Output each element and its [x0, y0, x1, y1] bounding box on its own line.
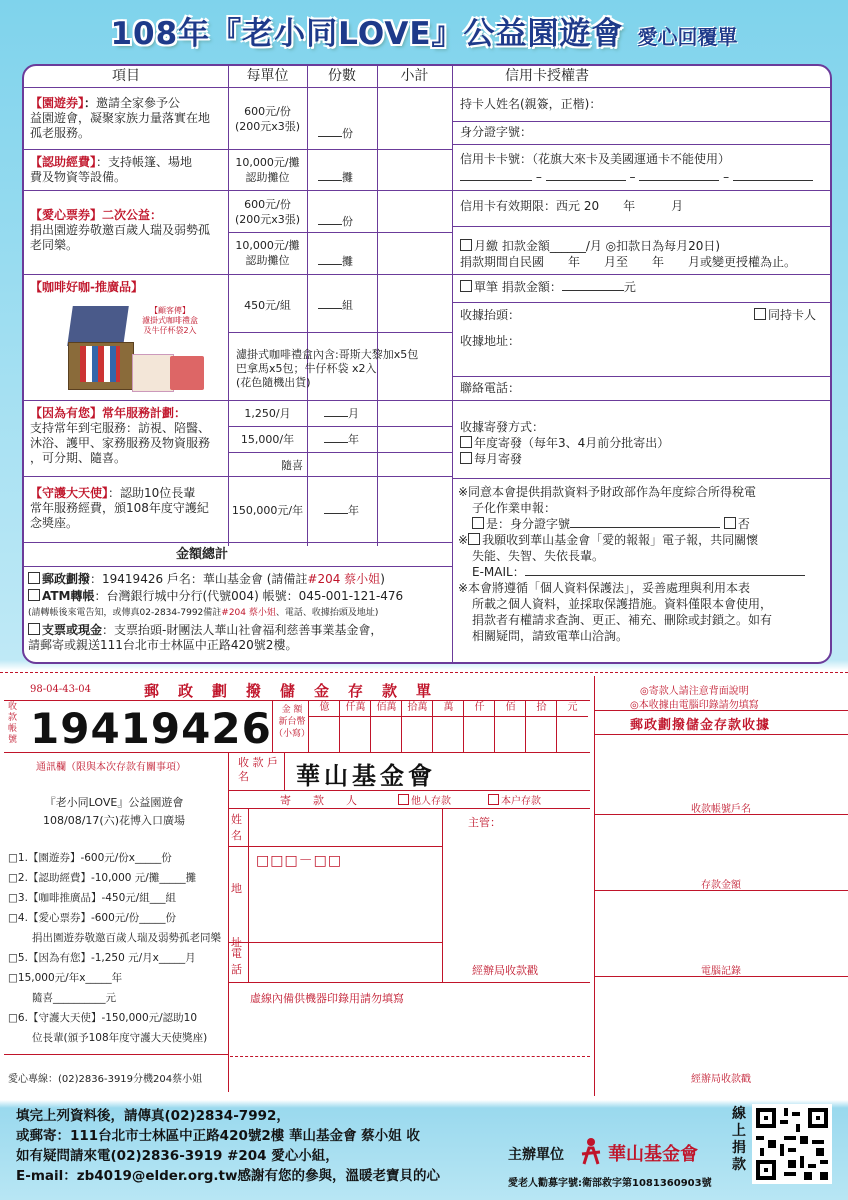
postal-giro-slip — [0, 672, 848, 1100]
receipt-account-label: 收款帳號戶名 — [691, 804, 751, 815]
email-label: E-MAIL： — [472, 565, 525, 579]
single-amount-unit: 元 — [623, 280, 636, 294]
monthly-send-checkbox[interactable] — [460, 452, 472, 464]
love-unit-detail: (200元x3張) — [234, 213, 301, 226]
amount-digit-label: 元 — [557, 700, 588, 717]
monthly-amount-text: 月繳 扣款金額______/月 ◎扣款日為每月20日) — [474, 239, 721, 253]
event-name: 『老小同LOVE』公益園遊會 — [44, 796, 184, 809]
tax-yes-checkbox[interactable] — [472, 517, 484, 529]
privacy-text-4: 相關疑問，請致電華山洽詢。 — [472, 629, 629, 643]
check-text-1: ：支票抬頭-財團法人華山社會福利慈善事業基金會， — [102, 623, 383, 637]
same-holder-label: 同持卡人 — [768, 308, 817, 322]
receipt-send-method — [460, 419, 830, 467]
item-angel-desc2: 常年服務經費，頒108年度守護紀 — [30, 501, 209, 515]
self-deposit-option[interactable] — [488, 792, 541, 807]
email-field[interactable] — [458, 564, 830, 580]
item-because-name: 【因為有您】常年服務計劃： — [30, 406, 187, 420]
event-date-place: 108/08/17(六)花博入口廣場 — [43, 814, 185, 827]
amount-digit-1[interactable] — [339, 700, 371, 752]
because-month-field[interactable] — [324, 406, 380, 421]
item-ticket-desc3: 孤老服務。 — [30, 126, 91, 140]
receipt-title-field[interactable]: 收據抬頭： — [460, 308, 521, 322]
item-angel-desc1: ：認助10位長輩 — [108, 486, 196, 500]
other-deposit-label: 他人存款 — [411, 796, 451, 807]
zip-code-boxes[interactable]: □□□－□□ — [256, 853, 343, 869]
license-number: 愛老人勸募字號:衛部救字第1081360903號 — [508, 1178, 712, 1189]
because-year-field[interactable] — [324, 432, 380, 447]
love-stall-qty-unit: 攤 — [342, 255, 353, 268]
card-number-label: 信用卡卡號：（花旗大來卡及美國運通卡不能使用） — [460, 152, 731, 166]
amount-label-3: （小寫） — [274, 729, 311, 739]
tax-text-2: 子化作業申報： — [472, 501, 557, 515]
item-because-desc1: 支持常年到宅服務：訪視、陪醫、 — [30, 421, 211, 435]
page-title — [0, 8, 848, 52]
other-deposit-option[interactable] — [398, 792, 451, 807]
atm-note — [28, 606, 452, 621]
same-holder-option[interactable] — [754, 308, 830, 323]
news-text-1: 我願收到華山基金會「愛的報報」電子報，共同關懷 — [482, 533, 759, 547]
holder-field[interactable]: 持卡人姓名(親簽，正楷)： — [460, 97, 602, 111]
item-love-desc2: 老同樂。 — [30, 238, 79, 252]
name-label: 姓 名 — [231, 813, 242, 842]
order-list-item: 捐出園遊券敬邀百歲人瑞及弱勢孤老同樂 — [32, 932, 221, 944]
card-number-field[interactable]: – – – — [460, 170, 820, 185]
item-ticket — [30, 96, 226, 141]
header-item: 項目 — [112, 68, 140, 84]
check-text-2: 請郵寄或親送111台北市士林區中正路420號2樓。 — [28, 638, 298, 652]
news-text-2: 失能、失智、失依長輩。 — [472, 549, 605, 563]
coffee-box-label-1: 【顧客傳】 — [150, 306, 190, 315]
total-label: 金額總計 — [175, 547, 228, 562]
because-month-unit: 月 — [348, 407, 359, 420]
newsletter-checkbox[interactable] — [468, 533, 480, 545]
right-note-1: ◎寄款人請注意背面說明 — [640, 686, 749, 697]
organizer-name: 華山基金會 — [608, 1144, 698, 1165]
because-year-unit: 年 — [348, 433, 359, 446]
item-coffee-name: 【咖啡好咖-推廣品】 — [30, 280, 143, 294]
header-unit: 每單位 — [246, 68, 289, 84]
tax-choice[interactable] — [458, 516, 830, 532]
payee-label: 收 款 戶 名 — [238, 756, 278, 783]
hotline: 愛心專線：(02)2836-3919分機204蔡小姐 — [8, 1074, 203, 1085]
coffee-product-image — [66, 302, 206, 396]
love-unit-price: 600元/份 — [244, 198, 291, 211]
amount-digit-label: 仟萬 — [340, 700, 371, 717]
item-sponsor-desc2: 費及物資等設備。 — [30, 170, 127, 184]
monthly-period-text: 捐款期間自民國 年 月至 年 月或變更授權為止。 — [460, 255, 797, 269]
receipt-stamp-label: 經辦局收款戳 — [691, 1074, 751, 1085]
amount-digit-label: 萬 — [433, 700, 464, 717]
coffee-box-label-2: 濾掛式咖啡禮盒 — [142, 316, 198, 325]
newsletter-option[interactable] — [458, 532, 830, 548]
header-qty: 份數 — [328, 68, 356, 84]
yearly-checkbox[interactable] — [460, 436, 472, 448]
order-list — [8, 848, 226, 1048]
item-angel-desc3: 念獎座。 — [30, 516, 79, 530]
footer-line-2: 或郵寄：111台北市士林區中正路420號2樓 華山基金會 蔡小姐 收 — [16, 1128, 420, 1144]
ticket-unit-price: 600元/份 — [244, 105, 291, 118]
online-donate-label: 線上捐款 — [732, 1106, 746, 1173]
coffee-note-2: 巴拿馬x5包；牛仔杯袋 x2入 — [236, 362, 377, 375]
item-love — [30, 208, 226, 253]
ticket-qty-field[interactable] — [318, 126, 378, 141]
address-label: 地 址 — [231, 882, 242, 949]
item-because — [30, 406, 226, 466]
coffee-qty-unit: 組 — [342, 299, 353, 312]
item-angel-name: 【守護大天使】 — [30, 486, 109, 500]
atm-text: ：台灣銀行城中分行(代號004) 帳號：045-001-121-476 — [94, 589, 404, 603]
send-yearly-option[interactable] — [460, 435, 830, 451]
item-love-desc1: 捐出園遊券敬邀百歲人瑞及弱勢孤 — [30, 223, 211, 237]
amount-digit-0[interactable] — [308, 700, 340, 752]
monthly-send-label: 每月寄發 — [474, 452, 523, 466]
item-ticket-desc2: 益園遊會，凝聚家族力量落實在地 — [30, 111, 211, 125]
supervisor-label: 主管： — [468, 816, 501, 829]
event-info — [0, 794, 228, 830]
yearly-label: 年度寄發（每年3、4月前分批寄出） — [474, 436, 670, 450]
amount-digit-4[interactable] — [432, 700, 464, 752]
angel-unit-price: 150,000元/年 — [231, 504, 304, 517]
ticket-qty-unit: 份 — [342, 127, 353, 140]
header-credit: 信用卡授權書 — [505, 68, 589, 84]
order-list-item[interactable]: □4.【愛心票券】-600元/份_____份 — [8, 912, 177, 924]
same-holder-checkbox[interactable] — [754, 308, 766, 320]
postal-checkbox[interactable] — [28, 572, 40, 584]
order-list-item: 隨喜__________元 — [32, 992, 116, 1004]
footer-instructions — [16, 1106, 516, 1186]
footer — [0, 1100, 848, 1200]
postal-end: ) — [380, 572, 385, 586]
postal-text: ：19419426 戶名：華山基金會 (請備註 — [90, 572, 308, 586]
receipt-record-label: 電腦記錄 — [701, 966, 741, 977]
receipt-amount-label: 存款金額 — [701, 880, 741, 891]
because-yearly-price: 15,000/年 — [240, 433, 295, 446]
right-note-2: ◎本收據由電腦印錄請勿填寫 — [630, 700, 759, 711]
coffee-unit-price: 450元/組 — [244, 299, 291, 312]
love-stall-price: 10,000元/攤 — [235, 239, 300, 252]
amount-digit-3[interactable] — [401, 700, 433, 752]
sponsor-qty-field[interactable] — [318, 170, 378, 185]
amount-digit-label: 佰 — [495, 700, 526, 717]
account-label: 收款帳號 — [8, 702, 18, 745]
order-list-item[interactable]: □2.【認助經費】-10,000 元/攤_____攤 — [8, 872, 197, 884]
monthly-checkbox[interactable] — [460, 239, 472, 251]
footer-line-4: E-mail：zb4019@elder.org.tw感謝有您的參與，溫暖老寶貝的心 — [16, 1168, 440, 1184]
atm-note-2: 、電話、收據抬頭及地址) — [275, 608, 379, 618]
amount-digit-label: 拾萬 — [402, 700, 433, 717]
receipt-title: 郵政劃撥儲金存款收據 — [630, 718, 771, 733]
phone-label: 電 話 — [231, 947, 242, 976]
amount-digit-7[interactable] — [525, 700, 557, 752]
expiry-field[interactable]: 信用卡有效期限：西元 20 年 月 — [460, 199, 684, 213]
slip-title: 郵 政 劃 撥 儲 金 存 款 單 — [144, 682, 434, 700]
amount-digit-boxes[interactable] — [308, 700, 590, 752]
item-ticket-name: 【園遊券】 — [30, 96, 85, 110]
header-subtotal: 小計 — [400, 68, 429, 84]
item-sponsor-name: 【認助經費】 — [30, 155, 97, 169]
ticket-unit-detail: (200元x3張) — [234, 120, 301, 133]
single-donation[interactable] — [460, 280, 820, 295]
item-love-name: 【愛心票券】二次公益： — [30, 208, 163, 222]
form-number: 98-04-43-04 — [30, 684, 92, 695]
love-qty-unit: 份 — [342, 215, 353, 228]
amount-digit-5[interactable] — [463, 700, 495, 752]
amount-digit-label: 億 — [309, 700, 340, 717]
order-list-item[interactable]: □15,000元/年x_____年 — [8, 972, 123, 984]
order-list-item[interactable]: □6.【守護大天使】-150,000元/認助10 — [8, 1012, 198, 1024]
send-monthly-option[interactable] — [460, 451, 830, 467]
item-sponsor-desc1: ：支持帳篷、場地 — [96, 155, 193, 169]
amount-digit-label: 拾 — [526, 700, 557, 717]
organizer-label: 主辦單位 — [508, 1147, 564, 1163]
angel-qty-field[interactable] — [324, 503, 380, 518]
love-stall-detail: 認助攤位 — [245, 254, 290, 267]
item-sponsor — [30, 155, 226, 185]
tax-consent — [458, 484, 830, 644]
sender-phone-field[interactable] — [254, 946, 440, 978]
order-list-item: 位長輩(頒予108年度守護大天使獎座) — [32, 1032, 208, 1044]
send-method-label: 收據寄發方式： — [460, 420, 545, 434]
tax-no-label: 否 — [737, 517, 750, 531]
news-mark: ※ — [458, 533, 469, 547]
foundation-logo-icon — [578, 1136, 604, 1166]
other-deposit-checkbox[interactable] — [398, 794, 409, 805]
payment-check[interactable] — [28, 623, 452, 638]
payment-postal[interactable] — [28, 572, 452, 587]
footer-line-3: 如有疑問請來電(02)2836-3919 #204 愛心小組， — [16, 1148, 339, 1164]
privacy-text-1: ※本會將遵循「個人資料保護法」，妥善處理與利用本表 — [458, 581, 751, 595]
reply-form — [22, 64, 832, 664]
monthly-donation[interactable] — [460, 238, 830, 270]
notice-label: 通訊欄（限與本次存款有關事項） — [36, 762, 186, 773]
atm-note-1: (請轉帳後來電告知，或傳真02-2834-7992備註 — [28, 608, 222, 618]
account-number: 19419426 — [30, 704, 272, 753]
item-ticket-desc1: 邀請全家參予公 — [96, 96, 181, 110]
phone-field[interactable]: 聯絡電話： — [460, 381, 521, 395]
qr-code-icon[interactable] — [752, 1104, 832, 1184]
coffee-note-3: (花色隨機出貨) — [236, 376, 311, 389]
event-title: 108年『老小同LOVE』公益園遊會 — [110, 16, 624, 52]
single-amount-label: 單筆 捐款金額： — [474, 280, 562, 294]
tax-yes-label: 是：身分證字號 — [486, 517, 571, 531]
atm-note-contact: #204 蔡小姐 — [221, 608, 276, 618]
item-because-desc2: 沐浴、護甲、家務服務及物資服務 — [30, 436, 211, 450]
amount-label-1: 金 額 — [281, 705, 303, 715]
amount-digit-6[interactable] — [494, 700, 526, 752]
amount-digit-2[interactable] — [370, 700, 402, 752]
amount-label-2: 新台幣 — [278, 717, 306, 727]
coffee-note — [236, 348, 452, 390]
privacy-text-3: 捐款者有權請求查詢、更正、補充、刪除或封鎖之。如有 — [472, 613, 773, 627]
payment-methods — [28, 572, 452, 653]
sponsor-unit-detail: 認助攤位 — [245, 171, 290, 184]
self-deposit-checkbox[interactable] — [488, 794, 499, 805]
item-angel — [30, 486, 226, 531]
amount-digit-8[interactable] — [556, 700, 588, 752]
love-qty-field[interactable] — [318, 214, 378, 229]
sender-label: 寄 款 人 — [280, 794, 357, 807]
order-list-item[interactable]: □1.【園遊券】-600元/份x_____份 — [8, 852, 172, 864]
order-list-item[interactable]: □5.【因為有您】-1,250 元/月x_____月 — [8, 952, 196, 964]
angel-qty-unit: 年 — [348, 504, 359, 517]
item-because-desc3: ，可分期、隨喜。 — [30, 451, 127, 465]
item-ticket-colon: ： — [84, 96, 97, 110]
tax-text-1: ※同意本會提供捐款資料予財政部作為年度綜合所得稅電 — [458, 485, 757, 499]
postal-label: 郵政劃撥 — [42, 572, 91, 586]
sponsor-qty-unit: 攤 — [342, 171, 353, 184]
payment-atm[interactable] — [28, 589, 452, 604]
self-deposit-label: 本户存款 — [501, 796, 541, 807]
id-field[interactable]: 身分證字號： — [460, 125, 533, 139]
amount-label — [274, 704, 310, 740]
postal-contact: #204 蔡小姐 — [307, 572, 381, 586]
tax-no-checkbox[interactable] — [724, 517, 736, 529]
amount-digit-label: 仟 — [464, 700, 495, 717]
love-stall-qty-field[interactable] — [318, 254, 378, 269]
sender-name-field[interactable] — [254, 812, 440, 844]
footer-line-1: 填完上列資料後，請傳真(02)2834-7992， — [16, 1108, 290, 1124]
because-monthly-price: 1,250/月 — [244, 407, 291, 420]
coffee-note-1: 濾掛式咖啡禮盒內含:哥斯大黎加x5包 — [236, 348, 419, 361]
check-label: 支票或現金 — [42, 623, 103, 637]
check-checkbox[interactable] — [28, 623, 40, 635]
coffee-box-label-3: 及牛仔杯袋2入 — [143, 326, 197, 335]
atm-label: ATM轉帳 — [42, 589, 95, 603]
sponsor-unit-price: 10,000元/攤 — [235, 156, 300, 169]
privacy-text-2: 所載之個人資料，並採取保護措施。資料僅限本會使用， — [472, 597, 773, 611]
amount-digit-label: 佰萬 — [371, 700, 402, 717]
order-list-item[interactable]: □3.【咖啡推廣品】-450元/組___組 — [8, 892, 177, 904]
coffee-qty-field[interactable] — [318, 298, 378, 313]
stamp-label: 經辦局收款戳 — [472, 964, 538, 977]
single-checkbox[interactable] — [460, 280, 472, 292]
atm-checkbox[interactable] — [28, 589, 40, 601]
receipt-address-field[interactable]: 收據地址： — [460, 334, 521, 348]
payee-name: 華山基金會 — [296, 761, 436, 790]
machine-note: 虛線內備供機器印錄用請勿填寫 — [250, 992, 404, 1005]
because-free-amount: 隨喜 — [281, 459, 303, 472]
form-subtitle: 愛心回覆單 — [637, 25, 738, 49]
